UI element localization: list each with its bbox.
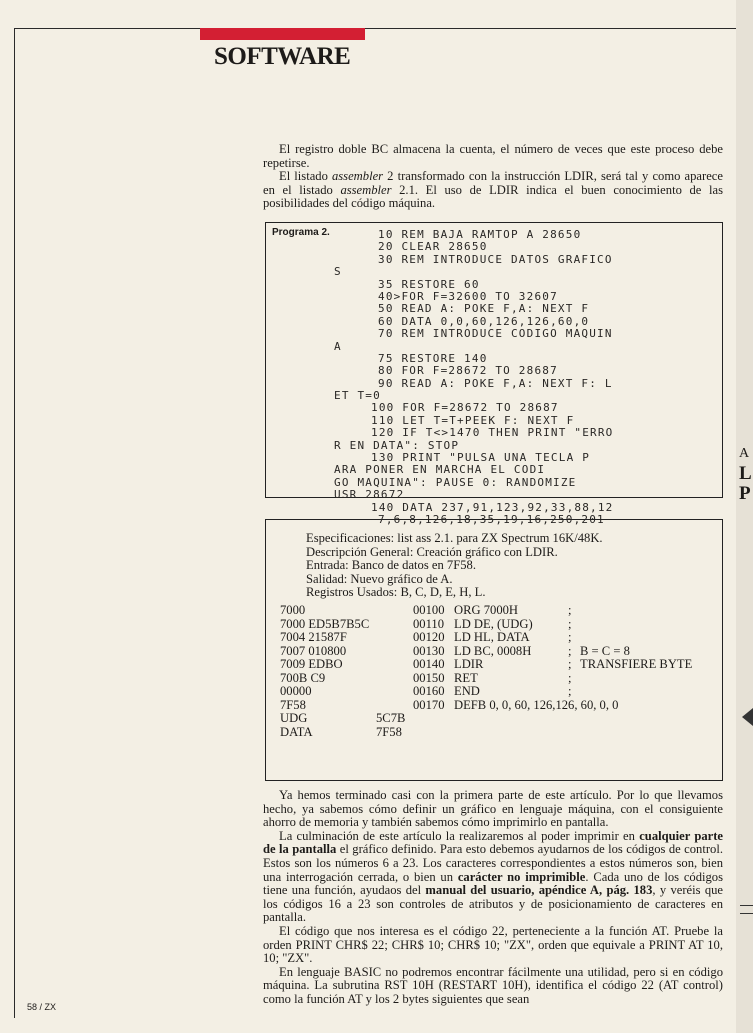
specification-block xyxy=(306,532,603,600)
assembler-sep: ; xyxy=(568,603,572,617)
listing-line: 7,6,8,126,18,35,19,16,250,201 xyxy=(378,512,605,526)
body-paragraph xyxy=(263,830,723,925)
assembler-instr: ORG 7000H xyxy=(454,603,519,617)
assembler-row xyxy=(280,604,720,618)
assembler-row xyxy=(280,658,720,672)
assembler-instr: LD DE, (UDG) xyxy=(454,616,533,631)
assembler-line: 00150 xyxy=(413,670,445,685)
text-run-italic: assembler xyxy=(331,169,384,184)
section-title: SOFTWARE xyxy=(214,43,351,70)
spec-line: Salidad: Nuevo gráfico de A. xyxy=(306,571,453,586)
listing-line: 30 REM INTRODUCE DATOS GRAFICO xyxy=(378,252,613,266)
listing-line: 60 DATA 0,0,60,126,126,60,0 xyxy=(378,314,590,328)
listing-line: 90 READ A: POKE F,A: NEXT F: L xyxy=(378,376,613,390)
program-listing-box xyxy=(265,222,723,526)
listing-line: ET T=0 xyxy=(334,389,381,403)
intro-text xyxy=(263,143,723,211)
spec-line: Registros Usados: B, C, D, E, H, L. xyxy=(306,585,486,599)
assembler-addr: 7000 ED5B7B5C xyxy=(280,616,370,631)
section-color-bar xyxy=(200,28,365,40)
intro-paragraph xyxy=(263,170,723,211)
assembler-row xyxy=(280,645,720,659)
edge-rule xyxy=(740,913,753,914)
text-run: El listado xyxy=(279,169,332,184)
edge-letter: P xyxy=(739,483,751,504)
spec-line: Entrada: Banco de datos en 7F58. xyxy=(306,558,476,572)
assembler-addr: 00000 xyxy=(280,684,312,698)
assembler-addr: 7004 21587F xyxy=(280,630,347,644)
listing-line: 130 PRINT "PULSA UNA TECLA P xyxy=(371,451,591,465)
adjacent-page-edge xyxy=(736,0,753,1033)
assembler-row xyxy=(280,712,720,726)
assembler-listing-box xyxy=(265,519,723,781)
assembler-sep: ; xyxy=(568,684,572,698)
listing-line: 120 IF T<>1470 THEN PRINT "ERRO xyxy=(371,426,614,440)
assembler-instr: END xyxy=(454,684,480,698)
assembler-row xyxy=(280,618,720,632)
assembler-addr: 7009 EDBO xyxy=(280,657,343,671)
listing-line: ARA PONER EN MARCHA EL CODI xyxy=(334,463,546,477)
spec-line: Especificaciones: list ass 2.1. para ZX Spectrum 16K/48K. xyxy=(306,531,603,545)
assembler-sep: ; xyxy=(568,670,572,685)
assembler-addr: 700B C9 xyxy=(280,670,326,685)
assembler-line: 00110 xyxy=(413,616,445,631)
assembler-addr: 7000 xyxy=(280,603,306,617)
spec-line: Descripción General: Creación gráfico con LDIR. xyxy=(306,544,558,559)
program-label: Programa 2. xyxy=(272,227,330,238)
text-run-italic: assembler xyxy=(340,182,392,197)
assembler-addr: DATA xyxy=(280,724,313,739)
edge-letter: L xyxy=(739,463,752,484)
body-paragraph: El código que nos interesa es el código 22, perteneciente a la función AT. Pruebe la orden PRINT CHR$ 22; CHR$ 10; CHR$ 10; "ZX", orden que equivale a PRINT AT 10, 10; "ZX". xyxy=(263,923,723,966)
basic-listing xyxy=(334,228,614,526)
assembler-sep: ; xyxy=(568,616,572,631)
edge-rule xyxy=(740,905,753,906)
assembler-comment: TRANSFIERE BYTE xyxy=(580,657,693,671)
assembler-instr: LD BC, 0008H xyxy=(454,643,532,658)
edge-arrow-icon xyxy=(742,708,753,726)
listing-line: 50 READ A: POKE F,A: NEXT F xyxy=(378,302,590,316)
assembler-line: 00120 xyxy=(413,630,445,644)
assembler-row xyxy=(280,685,720,699)
body-paragraph: En lenguaje BASIC no podremos encontrar fácilmente una utilidad, pero si en código máquina. La subrutina RST 10H (RESTART 10H), identifica el código 22 (AT control) como la función AT y los 2 bytes siguientes que sean xyxy=(263,964,723,1006)
listing-line: USR 28672 xyxy=(334,488,405,502)
frame-left-rule xyxy=(14,28,15,1018)
listing-line: S xyxy=(334,265,342,279)
text-run: La culminación de este artículo la realizaremos al poder imprimir en xyxy=(279,828,640,843)
text-run: 2.1. El uso de LDIR indica el buen conocimiento de las posibilidades del código máquina. xyxy=(263,182,723,211)
assembler-line: 00130 xyxy=(413,643,445,658)
assembler-code: 7F58 xyxy=(376,724,402,739)
assembler-row xyxy=(280,726,720,740)
assembler-instr: DEFB 0, 0, 60, 126,126, 60, 0, 0 xyxy=(454,697,619,712)
listing-line: R EN DATA": STOP xyxy=(334,438,460,452)
assembler-row xyxy=(280,672,720,686)
page-footer: 58 / ZX xyxy=(27,1002,57,1012)
assembler-sep: ; xyxy=(568,657,572,671)
text-run: 2 transformado con la instrucción LDIR, será tal y como aparece en el listado xyxy=(263,169,723,197)
text-run-bold: carácter no imprimible xyxy=(457,869,586,884)
assembler-row xyxy=(280,699,720,713)
listing-line: 75 RESTORE 140 xyxy=(378,351,488,365)
frame-top-rule xyxy=(14,28,753,29)
assembler-table xyxy=(280,604,720,739)
listing-line: 70 REM INTRODUCE CODIGO MAQUIN xyxy=(378,327,613,341)
listing-line: GO MAQUINA": PAUSE 0: RANDOMIZE xyxy=(334,475,577,489)
listing-line: 110 LET T=T+PEEK F: NEXT F xyxy=(371,413,575,427)
listing-line: 20 CLEAR 28650 xyxy=(378,240,488,254)
text-run-bold: cualquier parte de la pantalla xyxy=(263,828,724,857)
text-run: el gráfico definido. Para esto debemos ayudarnos de los códigos de control. Estos son los números 6 a 23. Los caracteres correspondientes a estos números son, bien una interrogación cerrada, o bien un xyxy=(263,842,723,884)
text-run-bold: manual del usuario, apéndice A, pág. 183 xyxy=(425,883,653,898)
assembler-sep: ; xyxy=(568,630,572,644)
assembler-line: 00170 xyxy=(413,697,445,712)
listing-line: 80 FOR F=28672 TO 28687 xyxy=(378,364,558,378)
listing-line: 35 RESTORE 60 xyxy=(378,277,480,291)
assembler-addr: 7F58 xyxy=(280,697,306,712)
assembler-instr: LDIR xyxy=(454,657,484,671)
body-text xyxy=(263,789,723,1007)
assembler-line: 00140 xyxy=(413,657,445,671)
listing-line: 40>FOR F=32600 TO 32607 xyxy=(378,289,558,303)
listing-line: 10 REM BAJA RAMTOP A 28650 xyxy=(378,228,582,241)
body-paragraph: Ya hemos terminado casi con la primera parte de este artículo. Por lo que llevamos hecho, ya sabemos cómo definir un gráfico en lenguaje máquina, con el consiguiente ahorro de memoria y también sabemos cómo imprimirlo en pantalla. xyxy=(263,788,723,830)
text-run: . Cada uno de los códigos tiene una función, ayudaos del xyxy=(263,869,724,898)
adjacent-page-letters xyxy=(739,445,752,505)
assembler-comment: B = C = 8 xyxy=(580,643,630,658)
assembler-instr: LD HL, DATA xyxy=(454,630,530,644)
assembler-line: 00100 xyxy=(413,603,445,617)
text-run: , y veréis que los códigos 16 a 23 son controles de atributos y de posicionamiento de caracteres en pantalla. xyxy=(263,883,723,925)
assembler-code: 5C7B xyxy=(376,711,406,725)
assembler-line: 00160 xyxy=(413,684,445,698)
listing-line: 100 FOR F=28672 TO 28687 xyxy=(371,401,559,415)
listing-line: A xyxy=(334,339,342,353)
listing-line: 140 DATA 237,91,123,92,33,88,12 xyxy=(371,500,614,514)
edge-letter: A xyxy=(739,446,750,461)
assembler-row xyxy=(280,631,720,645)
assembler-addr: UDG xyxy=(280,711,308,725)
assembler-sep: ; xyxy=(568,643,572,658)
intro-paragraph: El registro doble BC almacena la cuenta, el número de veces que este proceso debe repetirse. xyxy=(263,142,723,170)
assembler-instr: RET xyxy=(454,670,478,685)
assembler-addr: 7007 010800 xyxy=(280,643,347,658)
